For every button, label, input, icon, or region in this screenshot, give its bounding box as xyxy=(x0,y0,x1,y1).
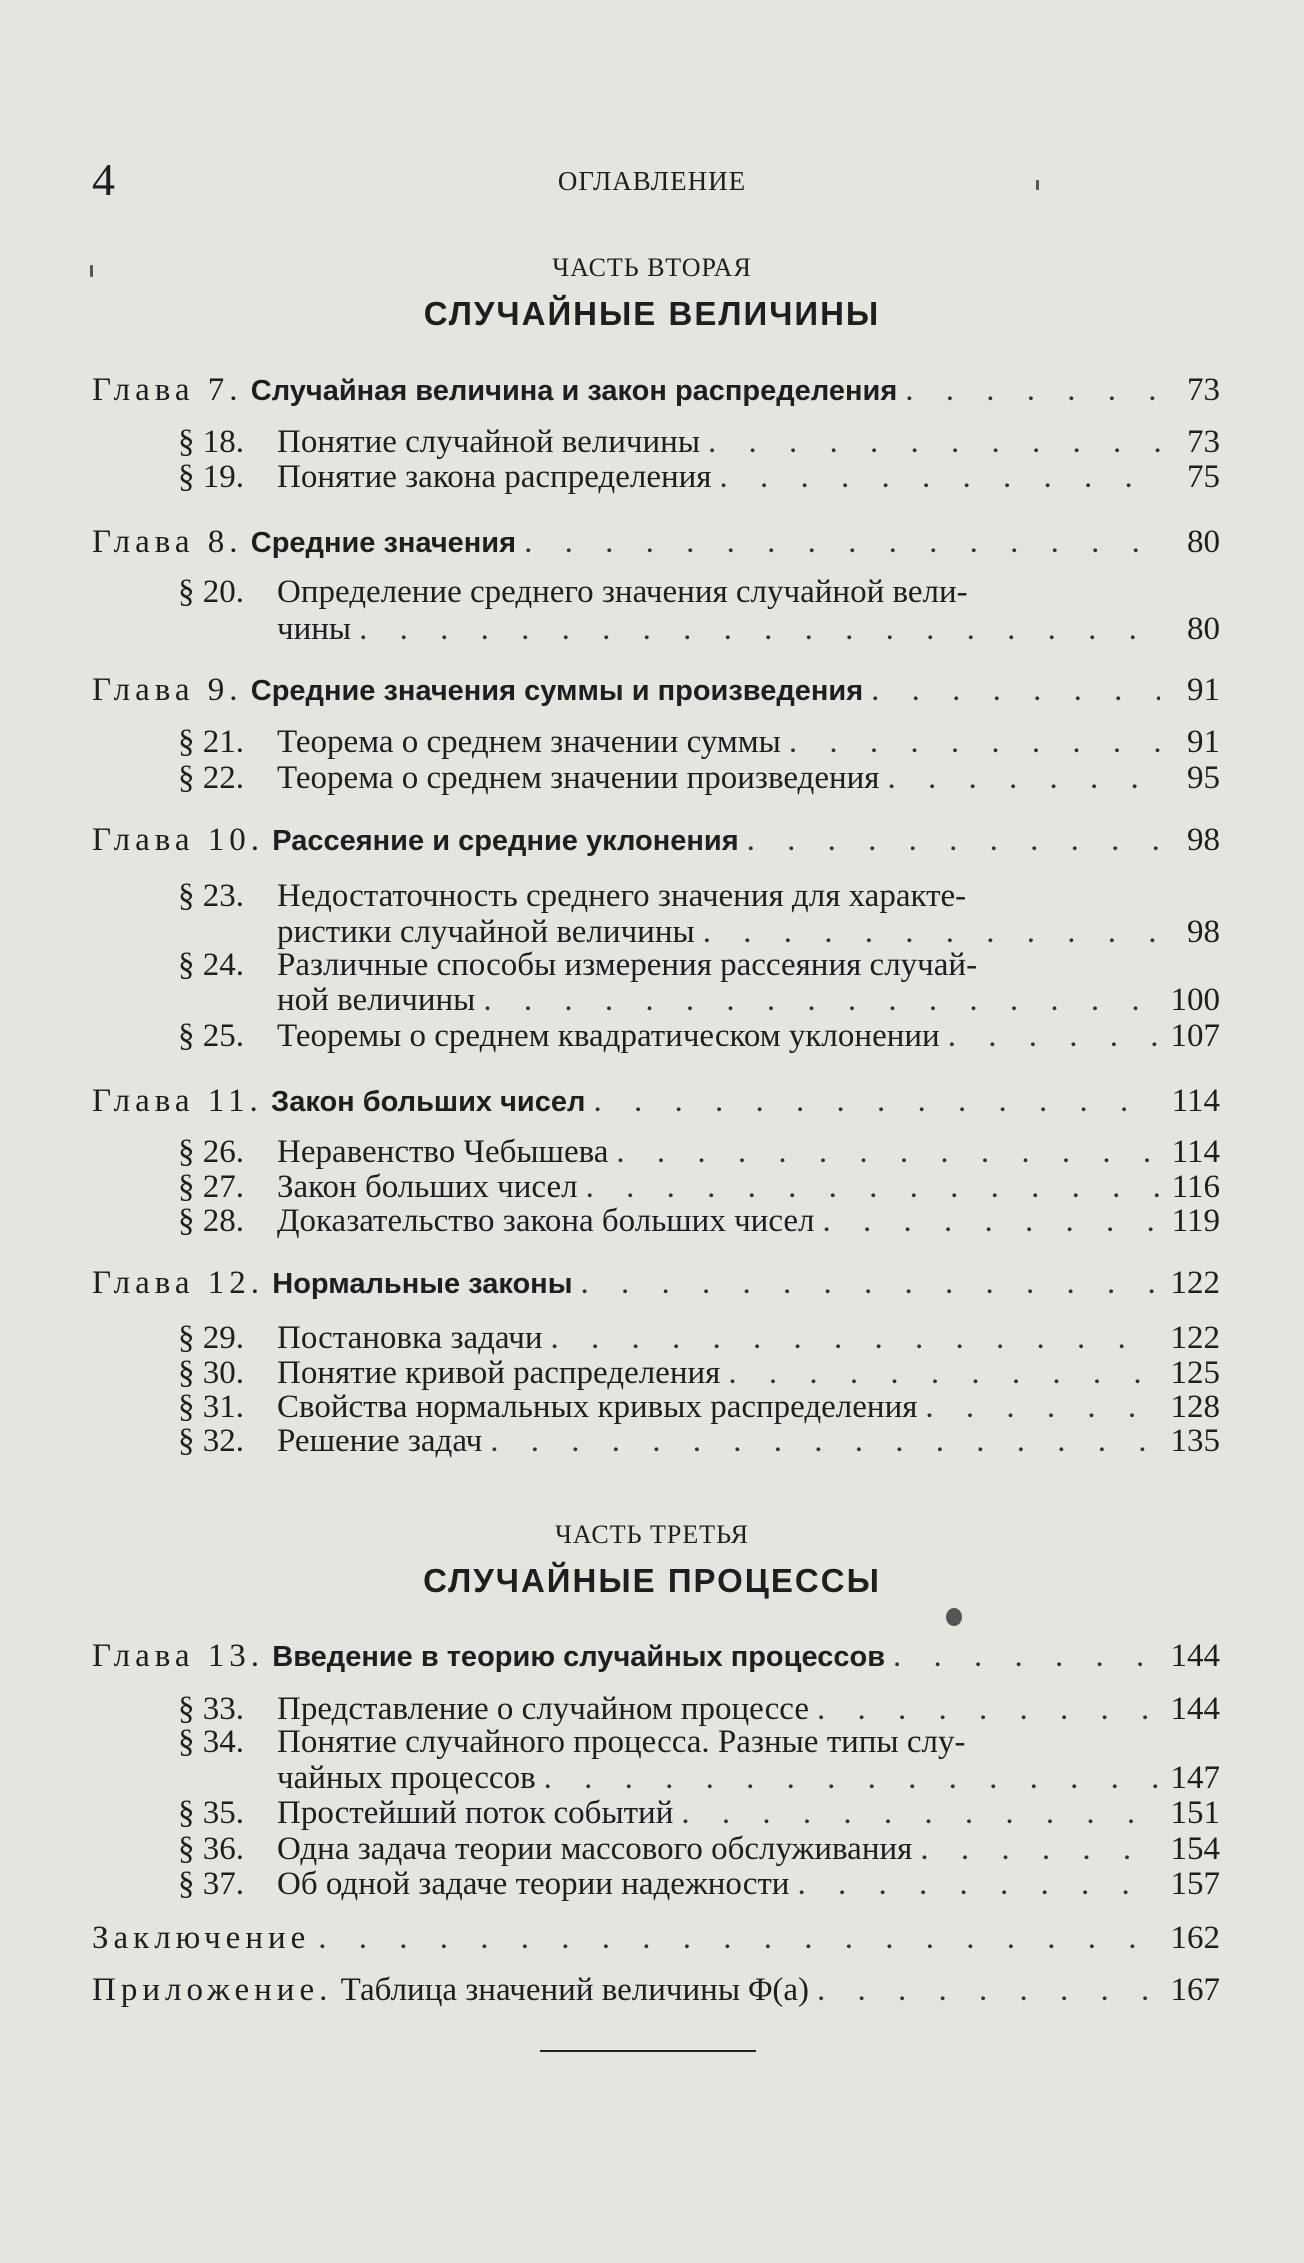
leader-dots xyxy=(544,1758,1160,1798)
section-title: Определение среднего значения случайной вели- xyxy=(277,574,968,610)
chapter-prefix: Глава 13. xyxy=(92,1638,265,1674)
page-ref: 144 xyxy=(1170,1638,1220,1674)
section-title: Понятие случайного процесса. Разные типы слу- xyxy=(277,1724,966,1760)
chapter-prefix: Глава 9. xyxy=(92,672,243,708)
page-ref: 116 xyxy=(1171,1169,1220,1205)
toc-chapter-9[interactable] xyxy=(92,670,1220,710)
toc-section-24-cont[interactable] xyxy=(277,980,1220,1020)
ink-mark xyxy=(90,265,93,277)
chapter-prefix: Глава 11. xyxy=(92,1083,263,1119)
conclusion-title: Заключение xyxy=(92,1920,311,1956)
section-number: § 21. xyxy=(178,724,244,760)
closing-rule xyxy=(540,2050,756,2052)
toc-chapter-10[interactable] xyxy=(92,820,1220,860)
leader-dots xyxy=(871,670,1160,710)
page-ref: 128 xyxy=(1170,1389,1220,1425)
section-number: § 20. xyxy=(178,574,244,610)
page-ref: 114 xyxy=(1171,1134,1220,1170)
section-title: Представление о случайном процессе xyxy=(277,1691,809,1727)
page-ref: 135 xyxy=(1170,1423,1220,1459)
toc-section-32[interactable] xyxy=(178,1421,1220,1461)
section-title: Об одной задаче теории надежности xyxy=(277,1866,790,1902)
leader-dots xyxy=(551,1318,1161,1358)
section-number: § 23. xyxy=(178,878,244,914)
toc-section-34-cont[interactable] xyxy=(277,1758,1220,1798)
leader-dots xyxy=(359,609,1160,649)
leader-dots xyxy=(318,1918,1160,1958)
leader-dots xyxy=(593,1081,1160,1121)
section-number: § 35. xyxy=(178,1795,244,1831)
page-ref: 162 xyxy=(1170,1920,1220,1956)
toc-section-23[interactable] xyxy=(178,876,1220,916)
section-title-cont: чины xyxy=(277,611,352,647)
section-title: Понятие случайной величины xyxy=(277,424,700,460)
ink-mark xyxy=(1036,180,1039,190)
page-ref: 119 xyxy=(1171,1203,1220,1239)
leader-dots xyxy=(789,722,1160,762)
page-ref: 147 xyxy=(1170,1760,1220,1796)
section-title: Недостаточность среднего значения для характе- xyxy=(277,878,967,914)
chapter-title: Средние значения суммы и произведения xyxy=(250,675,864,707)
toc-chapter-12[interactable] xyxy=(92,1263,1220,1303)
section-number: § 31. xyxy=(178,1389,244,1425)
leader-dots xyxy=(920,1829,1160,1869)
section-number: § 25. xyxy=(178,1018,244,1054)
page-ref: 167 xyxy=(1170,1972,1220,2008)
page-ref: 91 xyxy=(1187,672,1220,708)
toc-section-20-cont[interactable] xyxy=(277,609,1220,649)
section-title: Свойства нормальных кривых распределения xyxy=(277,1389,918,1425)
leader-dots xyxy=(817,1970,1160,2010)
toc-section-20[interactable] xyxy=(178,572,1220,612)
section-number: § 36. xyxy=(178,1831,244,1867)
section-title: Одна задача теории массового обслуживания xyxy=(277,1831,913,1867)
section-title: Закон больших чисел xyxy=(277,1169,578,1205)
section-number: § 32. xyxy=(178,1423,244,1459)
section-number: § 29. xyxy=(178,1320,244,1356)
toc-section-21[interactable] xyxy=(178,722,1220,762)
appendix-title: Таблица значений величины Φ(a) xyxy=(340,1972,810,2008)
leader-dots xyxy=(490,1421,1160,1461)
toc-chapter-8[interactable] xyxy=(92,522,1220,562)
part-title: СЛУЧАЙНЫЕ ПРОЦЕССЫ xyxy=(423,1562,881,1599)
ink-blot xyxy=(946,1608,962,1626)
toc-section-29[interactable] xyxy=(178,1318,1220,1358)
chapter-title: Нормальные законы xyxy=(272,1268,573,1300)
chapter-prefix: Глава 8. xyxy=(92,524,243,560)
toc-appendix[interactable] xyxy=(92,1970,1220,2010)
section-title: Различные способы измерения рассеяния случай- xyxy=(277,947,978,983)
page-ref: 91 xyxy=(1187,724,1220,760)
part-label: ЧАСТЬ ВТОРАЯ xyxy=(552,253,752,282)
running-title: ОГЛАВЛЕНИЕ xyxy=(557,166,747,196)
leader-dots xyxy=(797,1864,1160,1904)
section-number: § 24. xyxy=(178,947,244,983)
page-ref: 107 xyxy=(1170,1018,1220,1054)
part-label: ЧАСТЬ ТРЕТЬЯ xyxy=(554,1520,750,1549)
leader-dots xyxy=(893,1636,1160,1676)
section-number: § 28. xyxy=(178,1203,244,1239)
toc-section-25[interactable] xyxy=(178,1016,1220,1056)
toc-section-18[interactable] xyxy=(178,422,1220,462)
toc-section-26[interactable] xyxy=(178,1132,1220,1172)
running-head xyxy=(0,154,1304,205)
section-title-cont: чайных процессов xyxy=(277,1760,536,1796)
toc-section-35[interactable] xyxy=(178,1793,1220,1833)
leader-dots xyxy=(708,422,1160,462)
part-title: СЛУЧАЙНЫЕ ВЕЛИЧИНЫ xyxy=(423,295,881,332)
section-title: Неравенство Чебышева xyxy=(277,1134,609,1170)
page-ref: 122 xyxy=(1170,1265,1220,1301)
page-ref: 73 xyxy=(1187,424,1220,460)
page-ref: 151 xyxy=(1170,1795,1220,1831)
leader-dots xyxy=(747,820,1160,860)
page-ref: 100 xyxy=(1170,982,1220,1018)
section-title: Доказательство закона больших чисел xyxy=(277,1203,815,1239)
chapter-title: Введение в теорию случайных процессов xyxy=(272,1641,886,1673)
leader-dots xyxy=(887,758,1160,798)
section-number: § 19. xyxy=(178,459,244,495)
chapter-title: Средние значения xyxy=(250,527,517,559)
section-title: Решение задач xyxy=(277,1423,483,1459)
section-title: Теорема о среднем значении суммы xyxy=(277,724,781,760)
section-number: § 22. xyxy=(178,760,244,796)
section-number: § 30. xyxy=(178,1355,244,1391)
toc-section-37[interactable] xyxy=(178,1864,1220,1904)
leader-dots xyxy=(580,1263,1160,1303)
toc-section-19[interactable] xyxy=(178,457,1220,497)
page-ref: 98 xyxy=(1187,822,1220,858)
toc-section-34[interactable] xyxy=(178,1722,1220,1762)
page-number: 4 xyxy=(92,154,115,205)
chapter-title: Закон больших чисел xyxy=(271,1086,586,1118)
appendix-prefix: Приложение. xyxy=(92,1972,333,2008)
section-title: Теоремы о среднем квадратическом уклонении xyxy=(277,1018,940,1054)
page-ref: 114 xyxy=(1171,1083,1220,1119)
section-title-cont: ристики случайной величины xyxy=(277,914,695,950)
chapter-title: Случайная величина и закон распределения xyxy=(250,375,898,407)
page-ref: 154 xyxy=(1170,1831,1220,1867)
leader-dots xyxy=(616,1132,1160,1172)
toc-section-36[interactable] xyxy=(178,1829,1220,1869)
section-number: § 33. xyxy=(178,1691,244,1727)
page-ref: 80 xyxy=(1187,524,1220,560)
section-title: Понятие кривой распределения xyxy=(277,1355,721,1391)
toc-section-22[interactable] xyxy=(178,758,1220,798)
section-number: § 27. xyxy=(178,1169,244,1205)
page-ref: 75 xyxy=(1187,459,1220,495)
leader-dots xyxy=(524,522,1160,562)
page-ref: 98 xyxy=(1187,914,1220,950)
chapter-title: Рассеяние и средние уклонения xyxy=(272,825,739,857)
chapter-prefix: Глава 12. xyxy=(92,1265,265,1301)
leader-dots xyxy=(719,457,1160,497)
chapter-prefix: Глава 7. xyxy=(92,372,243,408)
section-title: Простейший поток событий xyxy=(277,1795,674,1831)
toc-chapter-7[interactable] xyxy=(92,370,1220,410)
section-title: Постановка задачи xyxy=(277,1320,543,1356)
toc-section-24[interactable] xyxy=(178,945,1220,985)
section-title: Теорема о среднем значении произведения xyxy=(277,760,880,796)
section-title-cont: ной величины xyxy=(277,982,476,1018)
page-ref: 144 xyxy=(1170,1691,1220,1727)
section-number: § 18. xyxy=(178,424,244,460)
page-ref: 157 xyxy=(1170,1866,1220,1902)
page-ref: 73 xyxy=(1187,372,1220,408)
leader-dots xyxy=(681,1793,1160,1833)
page-ref: 80 xyxy=(1187,611,1220,647)
toc-conclusion[interactable] xyxy=(92,1918,1220,1958)
section-number: § 34. xyxy=(178,1724,244,1760)
leader-dots xyxy=(483,980,1160,1020)
page-ref: 125 xyxy=(1170,1355,1220,1391)
toc-chapter-13[interactable] xyxy=(92,1636,1220,1676)
leader-dots xyxy=(948,1016,1160,1056)
leader-dots xyxy=(905,370,1160,410)
chapter-prefix: Глава 10. xyxy=(92,822,265,858)
section-number: § 37. xyxy=(178,1866,244,1902)
toc-chapter-11[interactable] xyxy=(92,1081,1220,1121)
section-number: § 26. xyxy=(178,1134,244,1170)
toc-section-28[interactable] xyxy=(178,1201,1220,1241)
leader-dots xyxy=(823,1201,1161,1241)
section-title: Понятие закона распределения xyxy=(277,459,712,495)
page-ref: 122 xyxy=(1170,1320,1220,1356)
page-ref: 95 xyxy=(1187,760,1220,796)
